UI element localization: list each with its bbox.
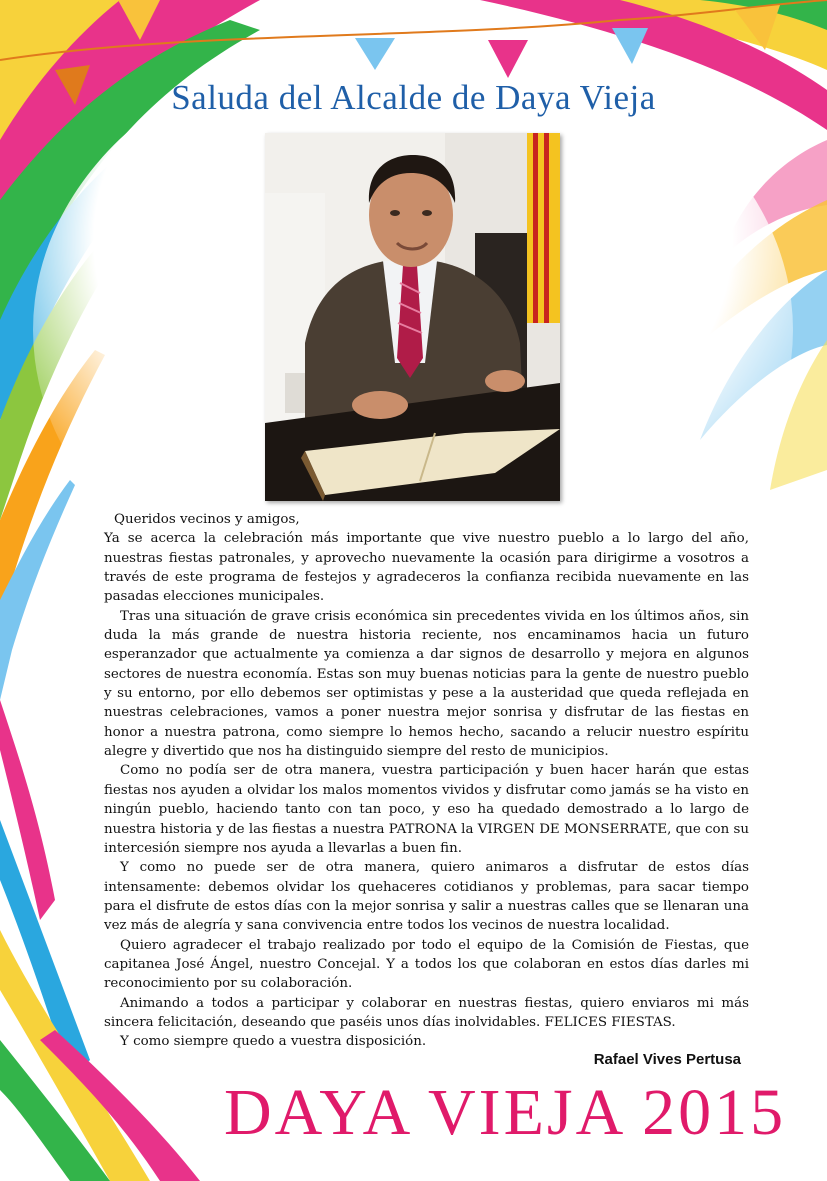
letter-greeting: Queridos vecinos y amigos, xyxy=(114,512,300,527)
letter-paragraph: Y como siempre quedo a vuestra disposición. xyxy=(120,1034,427,1050)
letter-paragraph: Como no podía ser de otra manera, vuestra participación y buen hacer harán que estas fiestas nos ayuden a olvidar los malos momentos vividos y disfrutar como jamás se ha visto en ningún pueblo, haciendo tanto con tan poco, y eso ha quedado demostrado a lo largo de nuestra historia y de las fiestas a nuestra PATRONA la VIRGEN DE MONSERRATE, que con su intercesión siempre nos ayuda a llevarlas a buen fin. xyxy=(104,763,749,856)
letter-body xyxy=(104,510,749,1052)
letter-paragraph: Quiero agradecer el trabajo realizado por todo el equipo de la Comisión de Fiestas, que capitanea José Ángel, nuestro Concejal. Y a todos los que colaboran en estos días darles mi reconocimiento por su colaboración. xyxy=(104,937,749,992)
page-title: Saluda del Alcalde de Daya Vieja xyxy=(171,78,656,117)
letter-paragraph: Ya se acerca la celebración más importante que vive nuestro pueblo a lo largo del año, nuestras fiestas patronales, y aprovecho nuevamente la ocasión para dirigirme a vosotros a través de este programa de festejos y agradeceros la confianza recibida nuevamente en las pasadas elecciones municipales. xyxy=(104,531,749,605)
letter-paragraph: Tras una situación de grave crisis económica sin precedentes vivida en los últimos años, sin duda la más grande de nuestra historia reciente, nos encaminamos hacia un futuro esperanzador que actualmente ya comienza a dar signos de desarrollo y mejora en algunos sectores de nuestra economía. Estas son muy buenas noticias para la gente de nuestro pueblo y su entorno, por ello debemos ser optimistas y pese a la austeridad que queda reflejada en nuestras celebraciones, vamos a poner nuestra mejor sonrisa y disfrutar de las fiestas en honor a nuestra patrona, como siempre lo hemos hecho, sacando a relucir nuestro espíritu alegre y divertido que nos ha distinguido siempre del resto de municipios. xyxy=(104,608,749,760)
signature: Rafael Vives Pertusa xyxy=(593,1051,741,1068)
letter-paragraph: Animando a todos a participar y colaborar en nuestras fiestas, quiero enviaros mi más sincera felicitación, deseando que paséis unos días inolvidables. FELICES FIESTAS. xyxy=(104,995,749,1030)
mayor-photo xyxy=(265,133,560,501)
footer-title: DAYA VIEJA 2015 xyxy=(224,1076,787,1149)
mayor-portrait-icon xyxy=(265,133,560,501)
letter-paragraph: Y como no puede ser de otra manera, quiero animaros a disfrutar de estos días intensamente: debemos olvidar los quehaceres cotidianos y problemas, para sacar tiempo para el disfrute de estos días con la mejor sonrisa y salir a nuestras calles que se llenaran una vez más de alegría y sana convivencia entre todos los vecinos de nuestra localidad. xyxy=(104,860,749,934)
